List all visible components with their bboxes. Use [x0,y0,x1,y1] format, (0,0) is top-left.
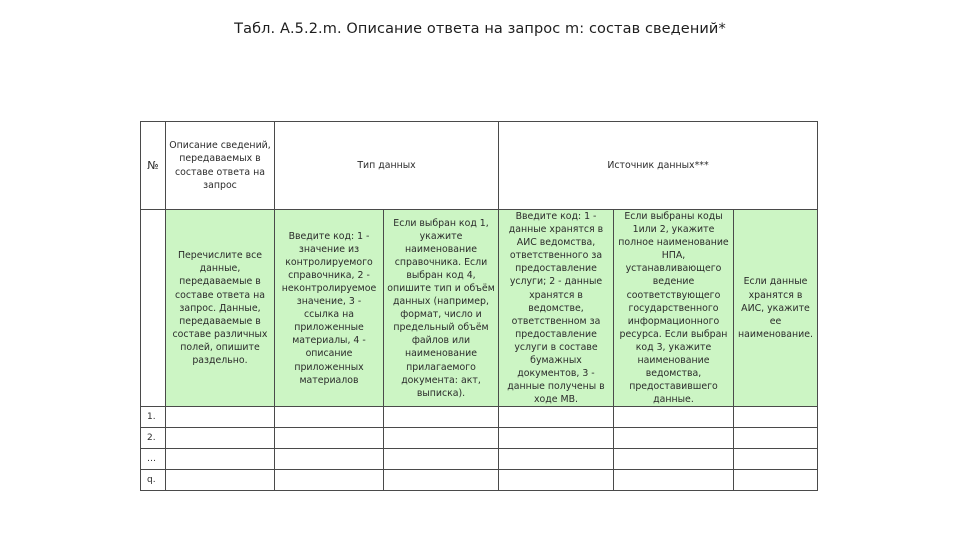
table-cell[interactable] [734,428,818,449]
table-cell[interactable] [275,407,384,428]
table-cell[interactable] [499,449,614,470]
page-title: Табл. А.5.2.m. Описание ответа на запрос m: состав сведений* [234,21,726,37]
table-row [141,470,818,491]
table-cell[interactable] [614,428,734,449]
header-row [141,122,818,210]
table-cell[interactable] [166,470,275,491]
row-number: q. [141,470,166,491]
header-description: Описание сведений, передаваемых в составе ответа на запрос [166,122,275,210]
instruction-num-cell [141,210,166,407]
table-row [141,428,818,449]
instruction-row [141,210,818,407]
table-cell[interactable] [166,449,275,470]
instruction-source-code: Введите код: 1 - данные хранятся в АИС ведомства, ответственного за предоставление услуги; 2 - данные хранятся в ведомстве, ответственном за предоставление услуги в составе бумажных документов, 3 - данные получены в ходе МВ. [499,210,614,407]
instruction-source-detail: Если выбраны коды 1или 2, укажите полное наименование НПА, устанавливающего ведение соответствующего государственного информационного ресурса. Если выбран код 3, укажите наименование ведомства, предоставившего данные. [614,210,734,407]
header-num: № [141,122,166,210]
table-cell[interactable] [275,470,384,491]
table-cell[interactable] [734,470,818,491]
table-cell[interactable] [384,428,499,449]
table-row [141,449,818,470]
header-data-type: Тип данных [275,122,499,210]
table-cell[interactable] [166,428,275,449]
table-cell[interactable] [734,449,818,470]
instruction-type-code: Введите код: 1 - значение из контролируемого справочника, 2 - неконтролируемое значение, 3 - ссылка на приложенные материалы, 4 - описание приложенных материалов [275,210,384,407]
table-cell[interactable] [499,407,614,428]
table-cell[interactable] [614,470,734,491]
table-cell[interactable] [499,470,614,491]
table-cell[interactable] [734,407,818,428]
data-composition-table [140,121,818,491]
instruction-source-ais: Если данные хранятся в АИС, укажите ее наименование. [734,210,818,407]
table-cell[interactable] [614,449,734,470]
table-cell[interactable] [384,470,499,491]
table-cell[interactable] [499,428,614,449]
table-cell[interactable] [275,449,384,470]
table-cell[interactable] [275,428,384,449]
instruction-type-detail: Если выбран код 1, укажите наименование справочника. Если выбран код 4, опишите тип и объём данных (например, формат, число и предельный объём файлов или наименование прилагаемого документа: акт, выписка). [384,210,499,407]
row-number: … [141,449,166,470]
table-row [141,407,818,428]
table-cell[interactable] [384,407,499,428]
instruction-description: Перечислите все данные, передаваемые в составе ответа на запрос. Данные, передаваемые в составе различных полей, опишите раздельно. [166,210,275,407]
header-source: Источник данных*** [499,122,818,210]
row-number: 2. [141,428,166,449]
table-cell[interactable] [614,407,734,428]
row-number: 1. [141,407,166,428]
table-cell[interactable] [166,407,275,428]
table-cell[interactable] [384,449,499,470]
